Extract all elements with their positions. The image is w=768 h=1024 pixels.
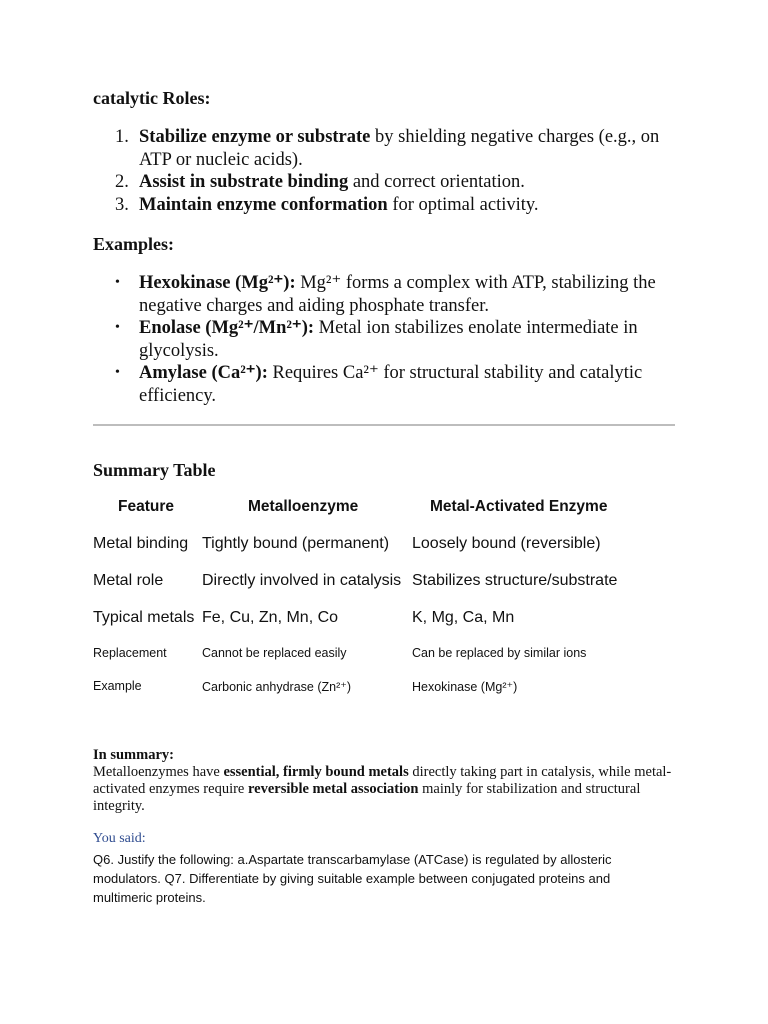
list-item — [93, 171, 693, 194]
list-item — [93, 194, 693, 217]
item-text: Metal ion stabilizes enolate intermediate in glycolysis. — [139, 318, 638, 361]
list-item — [93, 272, 693, 317]
bullet-icon: • — [115, 275, 120, 290]
table-cell: Replacement — [93, 646, 167, 660]
summary-table — [93, 498, 693, 712]
table-cell: Directly involved in catalysis — [202, 572, 402, 589]
item-text: by shielding negative charges (e.g., on ATP or nucleic acids). — [139, 127, 660, 170]
column-header: Feature — [118, 498, 174, 515]
bullet-icon: • — [115, 365, 120, 380]
you-said-label: You said: — [93, 831, 146, 846]
table-cell: Tightly bound (permanent) — [202, 535, 390, 552]
summary-text: mainly for stabilization and structural integrity. — [93, 781, 641, 814]
examples-heading: Examples: — [93, 234, 174, 254]
column-header: Metalloenzyme — [248, 498, 359, 515]
table-cell: Stabilizes structure/substrate — [412, 572, 618, 589]
user-question-text: Q6. Justify the following: a.Aspartate transcarbamylase (ATCase) is regulated by allosteric modulators. Q7. Differentiate by giving suitable example between conjugated proteins and multimeric proteins. — [93, 852, 612, 905]
summary-text: directly taking part in catalysis, while metal-activated enzymes require — [93, 764, 672, 797]
table-row — [93, 679, 693, 712]
item-text: and correct orientation. — [348, 172, 525, 192]
summary-text: Metalloenzymes have — [93, 764, 224, 780]
item-text: Mg²⁺ forms a complex with ATP, stabilizing the negative charges and aiding phosphate transfer. — [139, 273, 656, 316]
item-bold-text: Hexokinase (Mg²⁺): — [139, 273, 296, 293]
examples-list — [93, 272, 693, 407]
table-row — [93, 646, 693, 679]
list-item — [93, 317, 693, 362]
table-cell: Example — [93, 679, 142, 693]
table-header-row — [93, 498, 693, 535]
table-row — [93, 535, 693, 572]
catalytic-roles-heading: catalytic Roles: — [93, 88, 211, 108]
table-cell: Loosely bound (reversible) — [412, 535, 601, 552]
list-item — [93, 362, 693, 407]
item-bold-text: Enolase (Mg²⁺/Mn²⁺): — [139, 318, 315, 338]
table-cell: Carbonic anhydrase (Zn²⁺) — [202, 680, 352, 694]
in-summary-title: In summary: — [93, 747, 174, 763]
table-cell: K, Mg, Ca, Mn — [412, 609, 515, 626]
item-bold-text: Assist in substrate binding — [139, 172, 349, 192]
table-row — [93, 609, 693, 646]
summary-table-heading: Summary Table — [93, 460, 216, 480]
list-number: 3. — [115, 194, 129, 215]
list-number: 1. — [115, 127, 129, 147]
list-item — [93, 126, 693, 171]
column-header: Metal-Activated Enzyme — [430, 498, 608, 515]
table-cell: Hexokinase (Mg²⁺) — [412, 680, 518, 694]
table-cell: Metal role — [93, 572, 164, 589]
horizontal-divider — [93, 424, 675, 426]
table-cell: Can be replaced by similar ions — [412, 646, 587, 660]
catalytic-roles-list — [93, 126, 693, 216]
item-text: for optimal activity. — [387, 194, 539, 215]
summary-bold-text: essential, firmly bound metals — [223, 764, 409, 780]
summary-bold-text: reversible metal association — [248, 781, 419, 797]
table-cell: Fe, Cu, Zn, Mn, Co — [202, 609, 339, 626]
table-cell: Cannot be replaced easily — [202, 646, 347, 660]
item-bold-text: Maintain enzyme conformation — [139, 194, 388, 215]
in-summary-paragraph — [93, 764, 683, 815]
item-text: Requires Ca²⁺ for structural stability and catalytic efficiency. — [139, 363, 643, 406]
table-row — [93, 572, 693, 609]
table-cell: Typical metals — [93, 609, 195, 626]
list-number: 2. — [115, 172, 129, 192]
item-bold-text: Stabilize enzyme or substrate — [139, 127, 371, 147]
bullet-icon: • — [115, 320, 120, 335]
item-bold-text: Amylase (Ca²⁺): — [139, 363, 268, 383]
table-cell: Metal binding — [93, 535, 189, 552]
in-summary-block — [93, 747, 683, 815]
